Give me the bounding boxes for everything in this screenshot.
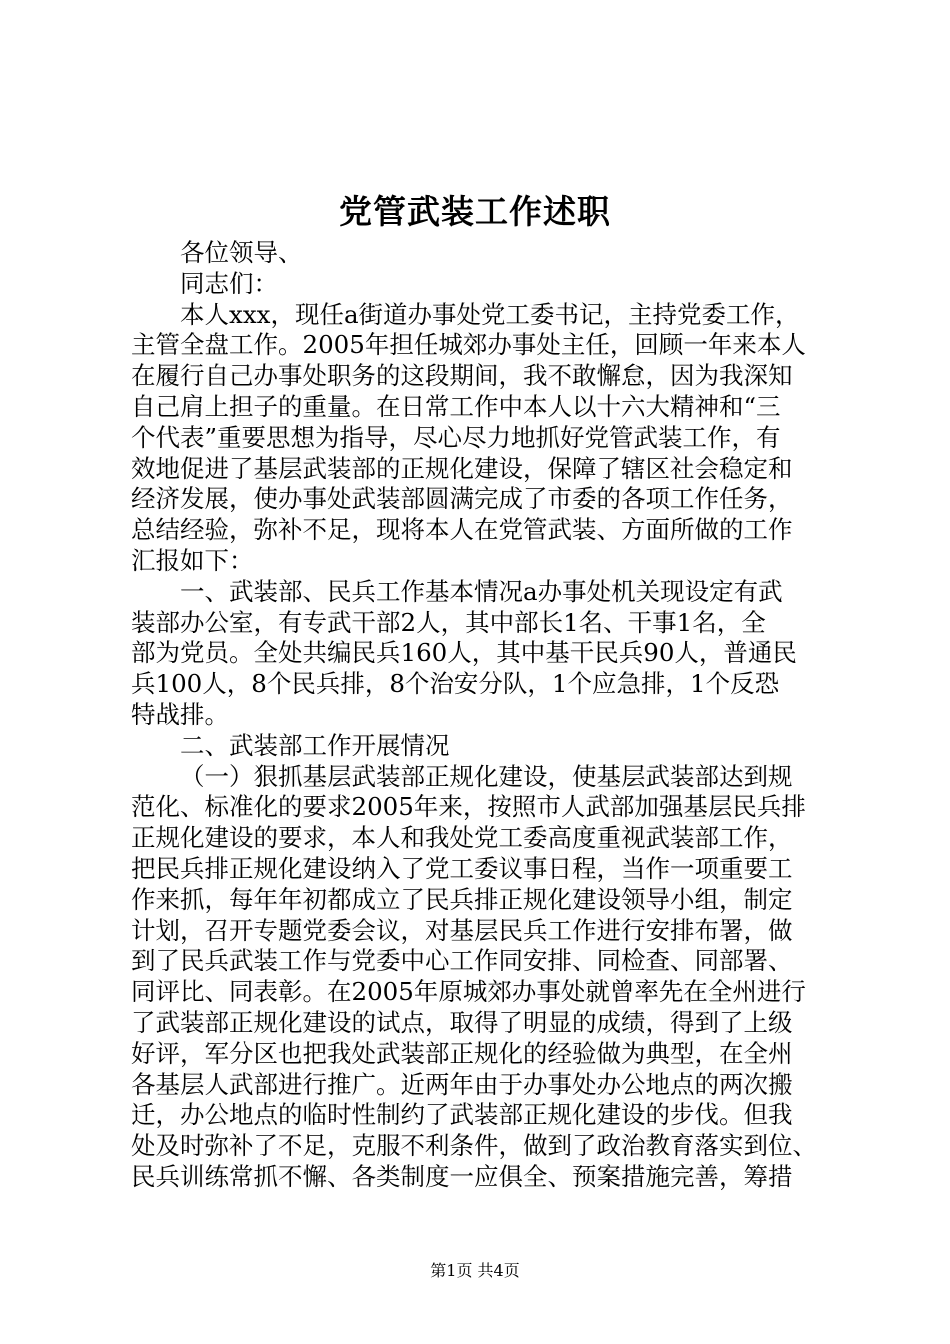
paragraph-line: 部为党员。全处共编民兵160人，其中基干民兵90人，普通民	[131, 638, 797, 668]
paragraph-line: 计划，召开专题党委会议，对基层民兵工作进行安排布署，做	[131, 915, 793, 945]
paragraph-line: 特战排。	[131, 699, 229, 729]
document-body	[131, 238, 831, 1193]
paragraph-line: 兵100人，8个民兵排，8个治安分队，1个应急排，1个反恐	[131, 669, 780, 699]
paragraph-line: 各基层人武部进行推广。近两年由于办事处办公地点的两次搬	[131, 1069, 793, 1099]
paragraph-line: 个代表”重要思想为指导，尽心尽力地抓好党管武装工作，有	[131, 422, 781, 452]
paragraph-line: 好评，军分区也把我处武装部正规化的经验做为典型，在全州	[131, 1038, 793, 1068]
paragraph-line: 把民兵排正规化建设纳入了党工委议事日程，当作一项重要工	[131, 853, 793, 883]
paragraph-line: 范化、标准化的要求2005年来，按照市人武部加强基层民兵排	[131, 792, 806, 822]
section-heading: 二、武装部工作开展情况	[180, 730, 450, 760]
paragraph-line: 总结经验，弥补不足，现将本人在党管武装、方面所做的工作	[131, 515, 793, 545]
paragraph-line: （一）狠抓基层武装部正规化建设，使基层武装部达到规	[180, 761, 793, 791]
paragraph-line: 效地促进了基层武装部的正规化建设，保障了辖区社会稳定和	[131, 453, 793, 483]
paragraph-line: 作来抓，每年年初都成立了民兵排正规化建设领导小组，制定	[131, 884, 793, 914]
paragraph-line: 同志们：	[180, 268, 278, 298]
paragraph-line: 主管全盘工作。2005年担任城郊办事处主任，回顾一年来本人	[131, 330, 806, 360]
paragraph-line: 汇报如下：	[131, 545, 254, 575]
paragraph-line: 同评比、同表彰。在2005年原城郊办事处就曾率先在全州进行	[131, 977, 806, 1007]
paragraph-line: 各位领导、	[180, 238, 303, 267]
paragraph-line: 本人xxx，现任a街道办事处党工委书记，主持党委工作，	[180, 299, 800, 329]
paragraph-line: 自己肩上担子的重量。在日常工作中本人以十六大精神和“三	[131, 391, 781, 421]
paragraph-line: 经济发展，使办事处武装部圆满完成了市委的各项工作任务，	[131, 484, 793, 514]
paragraph-line: 正规化建设的要求，本人和我处党工委高度重视武装部工作，	[131, 823, 793, 853]
paragraph-line: 到了民兵武装工作与党委中心工作同安排、同检查、同部署、	[131, 946, 793, 976]
paragraph-line: 迁，办公地点的临时性制约了武装部正规化建设的步伐。但我	[131, 1100, 793, 1130]
paragraph-line: 民兵训练常抓不懈、各类制度一应俱全、预案措施完善，筹措	[131, 1161, 793, 1191]
paragraph-line: 处及时弥补了不足，克服不利条件，做到了政治教育落实到位、	[131, 1131, 817, 1161]
paragraph-line: 了武装部正规化建设的试点，取得了明显的成绩，得到了上级	[131, 1007, 793, 1037]
paragraph-line: 一、武装部、民兵工作基本情况a办事处机关现设定有武	[180, 576, 783, 606]
paragraph-line: 在履行自己办事处职务的这段期间，我不敢懈怠，因为我深知	[131, 361, 793, 391]
paragraph-line: 装部办公室，有专武干部2人，其中部长1名、干事1名，全	[131, 607, 766, 637]
page-number-footer: 第1页 共4页	[430, 1261, 520, 1280]
page-title: 党管武装工作述职	[339, 192, 611, 231]
